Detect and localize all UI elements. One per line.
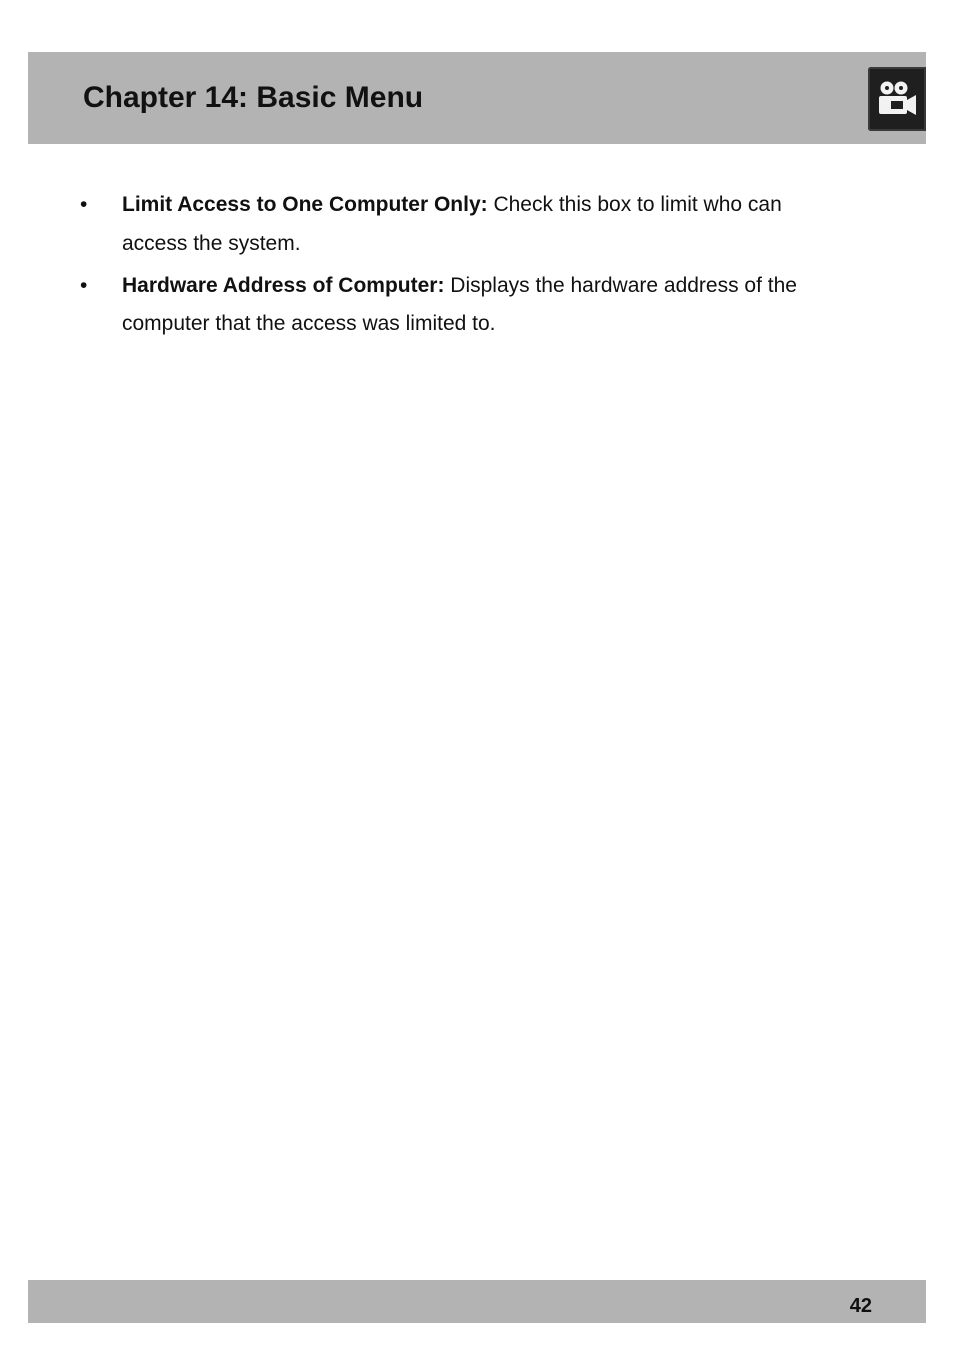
item-description: Displays the hardware address of the computer that the access was limited to. — [122, 274, 797, 335]
list-item — [80, 267, 842, 343]
chapter-title: Chapter 14: Basic Menu — [83, 81, 424, 114]
item-term: Limit Access to One Computer Only: — [122, 193, 488, 216]
chapter-header — [28, 52, 926, 144]
item-description: Check this box to limit who can access the system. — [122, 193, 782, 255]
item-term: Hardware Address of Computer: — [122, 274, 445, 297]
video-camera-icon — [868, 67, 926, 131]
bullet-marker: • — [80, 193, 88, 216]
video-camera-icon-graphic — [874, 78, 920, 120]
page-number: 42 — [849, 1295, 872, 1317]
page-footer — [28, 1280, 926, 1323]
list-item — [80, 185, 842, 263]
bullet-marker: • — [80, 274, 88, 297]
